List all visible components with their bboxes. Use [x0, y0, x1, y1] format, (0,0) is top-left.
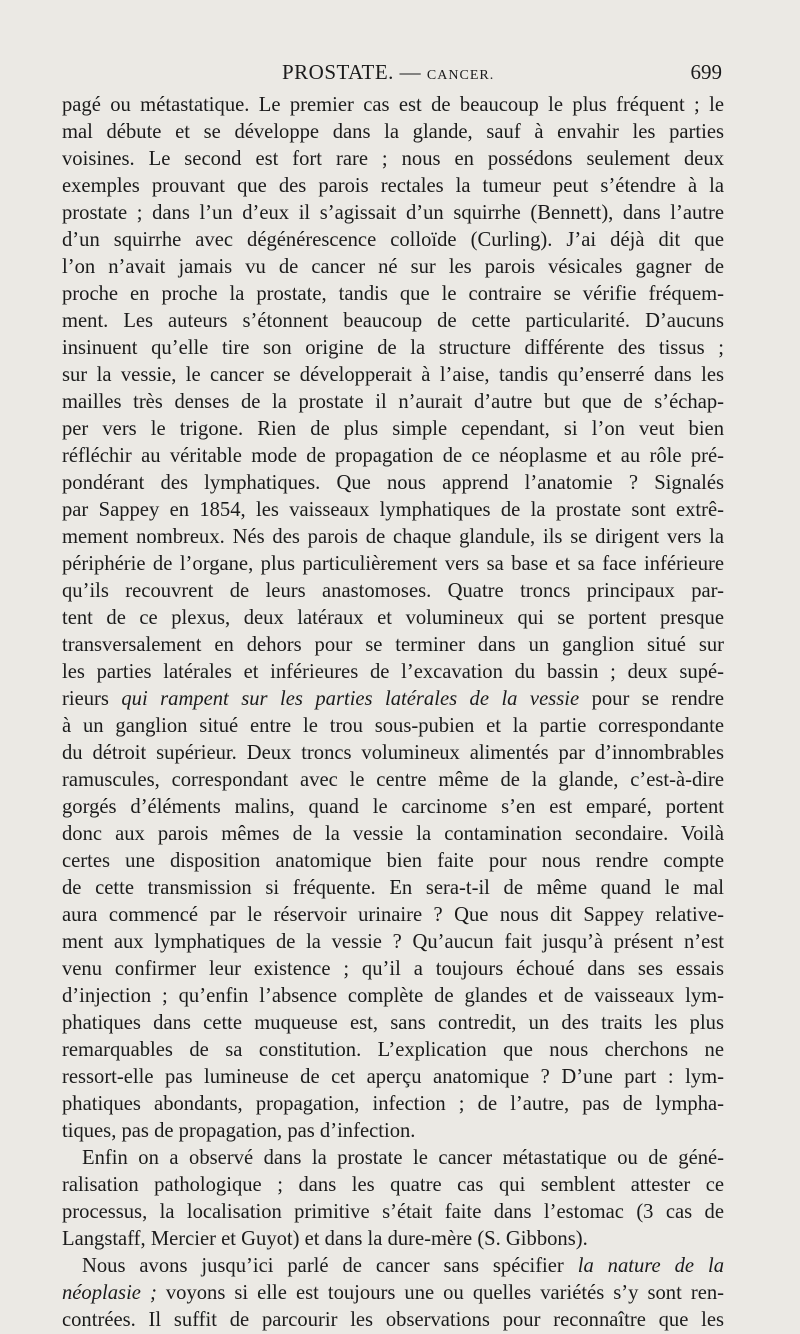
text-line [62, 929, 724, 956]
text-line [62, 1199, 724, 1226]
line-text: contrées. Il suffit de parcourir les observations pour reconnaître que les [62, 1309, 724, 1331]
line-text: mement nombreux. Nés des parois de chaque glandule, ils se dirigent vers la [62, 526, 724, 548]
line-text: sur la vessie, le cancer se développerait à l’aise, tandis qu’enserré dans les [62, 364, 724, 386]
text-line [62, 794, 724, 821]
text-line [62, 1010, 724, 1037]
running-title-text: PROSTATE. [282, 60, 394, 84]
text-line [62, 767, 724, 794]
text-line [62, 146, 724, 173]
text-line [62, 1172, 724, 1199]
line-text: ment. Les auteurs s’étonnent beaucoup de cette particularité. D’aucuns [62, 310, 724, 332]
line-text: à un ganglion situé entre le trou sous-pubien et la partie correspondante [62, 715, 724, 737]
line-text: gorgés d’éléments malins, quand le carcinome s’en est emparé, portent [62, 796, 724, 818]
text-line [62, 821, 724, 848]
line-text: exemples prouvant que des parois rectales la tumeur peut s’étendre à la [62, 175, 724, 197]
text-line [62, 497, 724, 524]
body-text [62, 92, 724, 1334]
text-line [62, 443, 724, 470]
text-line [62, 281, 724, 308]
text-line [62, 659, 724, 686]
text-line [62, 632, 724, 659]
line-text: du détroit supérieur. Deux troncs volumineux alimentés par d’innombrables [62, 742, 724, 764]
line-text: donc aux parois mêmes de la vessie la contamination secondaire. Voilà [62, 823, 724, 845]
line-text: ramuscules, correspondant avec le centre même de la glande, c’est-à-dire [62, 769, 724, 791]
line-text: transversalement en dehors pour se terminer dans un ganglion situé sur [62, 634, 724, 656]
text-line [62, 92, 724, 119]
text-line [62, 983, 724, 1010]
text-line [62, 308, 724, 335]
line-text: de cette transmission si fréquente. En sera-t-il de même quand le mal [62, 877, 724, 899]
text-line [62, 713, 724, 740]
line-text: Langstaff, Mercier et Guyot) et dans la dure-mère (S. Gibbons). [62, 1228, 588, 1250]
running-title [282, 60, 494, 85]
section-title: CANCER. [426, 68, 495, 83]
text-line [62, 875, 724, 902]
line-text: d’injection ; qu’enfin l’absence complète de glandes et de vaisseaux lym- [62, 985, 724, 1007]
text-line [62, 1307, 724, 1334]
italic-phrase: la nature de la [577, 1255, 724, 1277]
line-text: d’un squirrhe avec dégénérescence colloïde (Curling). J’ai déjà dit que [62, 229, 724, 251]
line-text: insinuent qu’elle tire son origine de la structure différente des tissus ; [62, 337, 724, 359]
line-text-after: pour se rendre [579, 688, 724, 710]
line-text: rieurs [62, 688, 122, 710]
line-text: qu’ils recouvrent de leurs anastomoses. Quatre troncs principaux par- [62, 580, 724, 602]
line-text: Nous avons jusqu’ici parlé de cancer sans spécifier [82, 1255, 578, 1277]
line-text: par Sappey en 1854, les vaisseaux lymphatiques de la prostate sont extrê- [62, 499, 724, 521]
text-line [62, 1253, 724, 1280]
text-line [62, 470, 724, 497]
line-text: certes une disposition anatomique bien faite pour nous rendre compte [62, 850, 724, 872]
line-text: phatiques dans cette muqueuse est, sans contredit, un des traits les plus [62, 1012, 724, 1034]
text-line [62, 389, 724, 416]
line-text: ressort-elle pas lumineuse de cet aperçu anatomique ? D’une part : lym- [62, 1066, 724, 1088]
line-text: tent de ce plexus, deux latéraux et volumineux qui se portent presque [62, 607, 724, 629]
text-line [62, 1037, 724, 1064]
text-line [62, 551, 724, 578]
line-text: tiques, pas de propagation, pas d’infection. [62, 1120, 416, 1142]
line-text: voisines. Le second est fort rare ; nous en possédons seulement deux [62, 148, 724, 170]
line-text: pondérant des lymphatiques. Que nous apprend l’anatomie ? Signalés [62, 472, 724, 494]
italic-phrase: néoplasie ; [62, 1282, 157, 1304]
line-text: processus, la localisation primitive s’était faite dans l’estomac (3 cas de [62, 1201, 724, 1223]
text-line [62, 119, 724, 146]
line-text: périphérie de l’organe, plus particulièrement vers sa base et sa face inférieure [62, 553, 724, 575]
text-line [62, 335, 724, 362]
text-line [62, 524, 724, 551]
line-text: aura commencé par le réservoir urinaire ? Que nous dit Sappey relative- [62, 904, 724, 926]
line-text: phatiques abondants, propagation, infection ; de l’autre, pas de lympha- [62, 1093, 724, 1115]
text-line [62, 848, 724, 875]
line-text: mailles très denses de la prostate il n’aurait d’autre but que de s’échap- [62, 391, 724, 413]
line-text: per vers le trigone. Rien de plus simple cependant, si l’on veut bien [62, 418, 724, 440]
text-line [62, 686, 724, 713]
text-line [62, 1280, 724, 1307]
italic-phrase: qui rampent sur les parties latérales de la vessie [121, 688, 580, 710]
line-text: les parties latérales et inférieures de l’excavation du bassin ; deux supé- [62, 661, 724, 683]
line-text: ralisation pathologique ; dans les quatre cas qui semblent attester ce [62, 1174, 724, 1196]
text-line [62, 416, 724, 443]
text-line [62, 605, 724, 632]
line-text: mal débute et se développe dans la glande, sauf à envahir les parties [62, 121, 724, 143]
line-text: remarquables de sa constitution. L’explication que nous cherchons ne [62, 1039, 724, 1061]
text-line [62, 1145, 724, 1172]
line-text: l’on n’avait jamais vu de cancer né sur les parois vésicales gagner de [62, 256, 724, 278]
text-line [62, 362, 724, 389]
text-line [62, 1064, 724, 1091]
text-line [62, 1091, 724, 1118]
text-line [62, 578, 724, 605]
text-line [62, 902, 724, 929]
line-text: ment aux lymphatiques de la vessie ? Qu’aucun fait jusqu’à présent n’est [62, 931, 724, 953]
text-line [62, 200, 724, 227]
text-line [62, 173, 724, 200]
line-text: Enfin on a observé dans la prostate le cancer métastatique ou de géné- [82, 1147, 724, 1169]
text-line [62, 227, 724, 254]
line-text: proche en proche la prostate, tandis que le contraire se vérifie fréquem- [62, 283, 724, 305]
header-dash: — [399, 60, 422, 84]
line-text-after: voyons si elle est toujours une ou quelles variétés s’y sont ren- [156, 1282, 724, 1304]
running-header [62, 60, 722, 86]
text-line [62, 740, 724, 767]
text-line [62, 956, 724, 983]
line-text: réfléchir au véritable mode de propagation de ce néoplasme et au rôle pré- [62, 445, 724, 467]
line-text: venu confirmer leur existence ; qu’il a toujours échoué dans ses essais [62, 958, 724, 980]
line-text: pagé ou métastatique. Le premier cas est de beaucoup le plus fréquent ; le [62, 94, 724, 116]
line-text: prostate ; dans l’un d’eux il s’agissait d’un squirrhe (Bennett), dans l’autre [62, 202, 724, 224]
page-number: 699 [690, 60, 722, 84]
text-line [62, 1226, 724, 1253]
text-line [62, 1118, 724, 1145]
text-line [62, 254, 724, 281]
